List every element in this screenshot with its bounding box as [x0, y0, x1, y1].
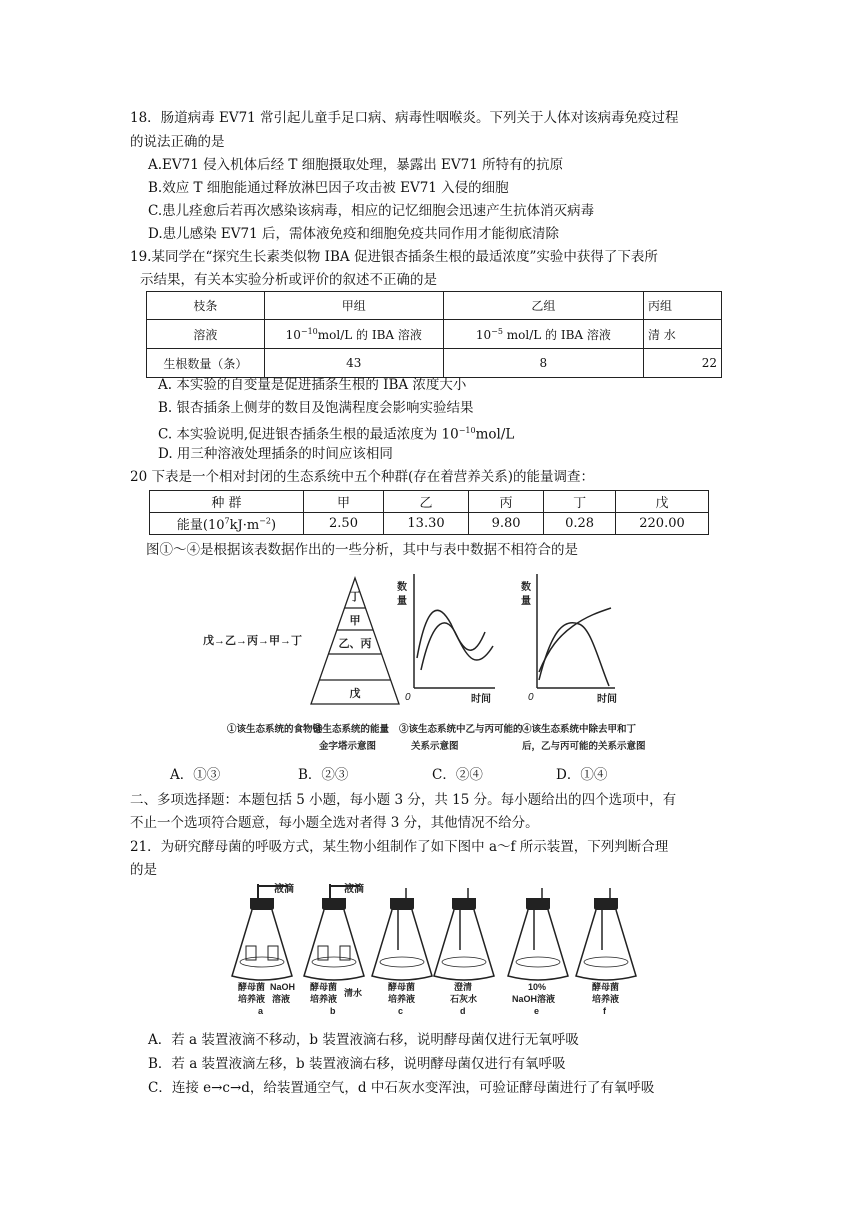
- q20-energy-ding: 0.28: [544, 513, 616, 535]
- flask-a-naoh2: 溶液: [272, 994, 291, 1004]
- flask-f-label1: 酵母菌: [592, 982, 620, 992]
- flask-a: [232, 884, 292, 980]
- q21-stem-line2: 的是: [130, 862, 157, 878]
- q20-header-wu: 戊: [616, 491, 709, 513]
- graph-3: [414, 574, 495, 688]
- q19-cell-yi-solution: $10^{-5}$ mol/L 的 IBA 溶液: [443, 320, 643, 349]
- flask-b-label2: 培养液: [310, 994, 338, 1004]
- q19-cell-bing-solution: 清 水: [643, 320, 721, 349]
- flask-c-letter: c: [398, 1006, 404, 1016]
- flask-f: [576, 888, 636, 980]
- q20-row-energy-label: 能量$(10^7kJ\cdot m^{-2})$: [150, 513, 304, 535]
- caption-4-line1: ④该生态系统中除去甲和丁: [522, 724, 637, 735]
- flask-e-label1: 10%: [528, 982, 547, 992]
- graph4-ylabel-1: 数: [521, 582, 531, 593]
- flask-e-letter: e: [534, 1006, 540, 1016]
- caption-2-line1: ②生态系统的能量: [313, 724, 390, 735]
- q20-energy-yi: 13.30: [384, 513, 469, 535]
- flask-b-letter: b: [330, 1006, 336, 1016]
- q19-stem-line1: 19.某同学在“探究生长素类似物 IBA 促进银杏插条生根的最适浓度”实验中获得了下表所: [130, 249, 658, 265]
- q20-after: 图①～④是根据该表数据作出的一些分析，其中与表中数据不相符合的是: [146, 542, 578, 558]
- q20-header-bing: 丙: [468, 491, 543, 513]
- q21-stem-line1: 21．为研究酵母菌的呼吸方式，某生物小组制作了如下图中 a～f 所示装置，下列判断合理: [130, 839, 669, 855]
- q19-option-d: D. 用三种溶液处理插条的时间应该相同: [158, 446, 393, 462]
- q20-header-jia: 甲: [303, 491, 383, 513]
- q19-cell-jia-solution: $10^{-10}mol/L$ 的 IBA 溶液: [264, 320, 443, 349]
- q21-option-b: B．若 a 装置液滴左移，b 装置液滴右移，说明酵母菌仅进行有氧呼吸: [148, 1056, 566, 1072]
- flask-a-naoh1: NaOH: [270, 982, 296, 992]
- q18-option-d: D.患儿感染 EV71 后，需体液免疫和细胞免疫共同作用才能彻底清除: [148, 226, 559, 242]
- q19-option-b: B. 银杏插条上侧芽的数目及饱满程度会影响实验结果: [158, 400, 474, 416]
- q19-row-solution-label: 溶液: [147, 320, 265, 349]
- flask-b-water: 清水: [344, 988, 363, 998]
- q20-answer-b: B．②③: [298, 767, 349, 783]
- drop-label-b: 液滴: [344, 884, 364, 895]
- flask-c: [372, 888, 432, 980]
- flask-c-label2: 培养液: [388, 994, 416, 1004]
- flask-c-label1: 酵母菌: [388, 982, 416, 992]
- q20-header-species: 种 群: [150, 491, 304, 513]
- q20-header-yi: 乙: [384, 491, 469, 513]
- q18-stem-line2: 的说法正确的是: [130, 134, 225, 150]
- section2-line2: 不止一个选项符合题意，每小题全选对者得 3 分，其他情况不给分。: [130, 815, 539, 831]
- pyramid-level-ding: 丁: [349, 591, 361, 603]
- section2-line1: 二、多项选择题：本题包括 5 小题，每小题 3 分，共 15 分。每小题给出的四个选项中，有: [130, 792, 677, 808]
- caption-1: ①该生态系统的食物链: [227, 724, 323, 735]
- q19-option-c: C. 本实验说明,促进银杏插条生根的最适浓度为 $10^{-10}mol/L$: [158, 426, 515, 443]
- caption-3-line1: ③该生态系统中乙与丙可能的: [399, 724, 523, 735]
- q20-energy-bing: 9.80: [468, 513, 543, 535]
- q21-figure: [222, 880, 652, 1020]
- q19-header-bing: 丙组: [643, 292, 721, 320]
- flask-b: [304, 884, 364, 980]
- q20-stem: 20 下表是一个相对封闭的生态系统中五个种群(存在着营养关系)的能量调查：: [130, 469, 595, 485]
- flask-e: [508, 888, 568, 980]
- q20-table: [149, 490, 709, 535]
- caption-3-line2: 关系示意图: [411, 741, 459, 752]
- caption-4-line2: 后，乙与丙可能的关系示意图: [522, 741, 646, 752]
- q18-stem-line1: 18．肠道病毒 EV71 常引起儿童手足口病、病毒性咽喉炎。下列关于人体对该病毒免疫过程: [130, 110, 679, 126]
- q20-figure: [195, 562, 655, 762]
- graph3-ylabel-2: 量: [397, 596, 407, 607]
- q19-row-count-label: 生根数量（条）: [147, 349, 265, 378]
- flask-a-label2: 培养液: [238, 994, 266, 1004]
- q20-answer-a: A．①③: [170, 767, 221, 783]
- q19-cell-jia-count: 43: [264, 349, 443, 378]
- flask-b-label1: 酵母菌: [310, 982, 338, 992]
- graph4-origin: 0: [528, 692, 534, 703]
- q20-answer-d: D．①④: [556, 767, 608, 783]
- q20-energy-jia: 2.50: [303, 513, 383, 535]
- q19-header-yi: 乙组: [443, 292, 643, 320]
- graph-4: [537, 574, 615, 688]
- q19-header-branch: 枝条: [147, 292, 265, 320]
- q19-option-a: A. 本实验的自变量是促进插条生根的 IBA 浓度大小: [158, 377, 467, 393]
- q18-option-a: A.EV71 侵入机体后经 T 细胞摄取处理，暴露出 EV71 所特有的抗原: [148, 157, 564, 173]
- q19-cell-yi-count: 8: [443, 349, 643, 378]
- drop-label-a: 液滴: [274, 884, 294, 895]
- q19-cell-bing-count: 22: [643, 349, 721, 378]
- flask-e-label2: NaOH溶液: [512, 994, 556, 1004]
- q20-header-ding: 丁: [544, 491, 616, 513]
- flask-a-label1: 酵母菌: [238, 982, 266, 992]
- flask-f-label2: 培养液: [592, 994, 620, 1004]
- caption-2-line2: 金字塔示意图: [319, 741, 377, 752]
- q21-option-c: C．连接 e→c→d，给装置通空气，d 中石灰水变浑浊，可验证酵母菌进行了有氧呼吸: [148, 1080, 655, 1096]
- flask-d-label2: 石灰水: [450, 994, 478, 1004]
- pyramid-level-jia: 甲: [349, 615, 361, 627]
- graph3-ylabel-1: 数: [397, 582, 407, 593]
- q21-option-a: A．若 a 装置液滴不移动，b 装置液滴右移，说明酵母菌仅进行无氧呼吸: [148, 1032, 579, 1048]
- pyramid-level-yibing: 乙、丙: [338, 638, 372, 650]
- flask-f-letter: f: [603, 1006, 606, 1016]
- flask-d: [434, 888, 494, 980]
- graph4-xlabel: 时间: [597, 694, 617, 705]
- flask-d-label1: 澄清: [454, 982, 473, 992]
- graph3-xlabel: 时间: [471, 694, 491, 705]
- q20-answer-c: C．②④: [432, 767, 483, 783]
- q18-option-b: B.效应 T 细胞能通过释放淋巴因子攻击被 EV71 入侵的细胞: [148, 180, 509, 196]
- q19-header-jia: 甲组: [264, 292, 443, 320]
- flask-d-letter: d: [460, 1006, 466, 1016]
- q19-table: [146, 291, 722, 378]
- pyramid-level-wu: 戊: [349, 688, 361, 700]
- q18-option-c: C.患儿痊愈后若再次感染该病毒，相应的记忆细胞会迅速产生抗体消灭病毒: [148, 203, 595, 219]
- food-chain-text: 戊→乙→丙→甲→丁: [203, 635, 302, 647]
- graph3-origin: 0: [405, 692, 411, 703]
- flask-a-letter: a: [258, 1006, 264, 1016]
- q19-stem-line2: 示结果，有关本实验分析或评价的叙述不正确的是: [140, 272, 437, 288]
- graph4-ylabel-2: 量: [521, 596, 531, 607]
- q20-energy-wu: 220.00: [616, 513, 709, 535]
